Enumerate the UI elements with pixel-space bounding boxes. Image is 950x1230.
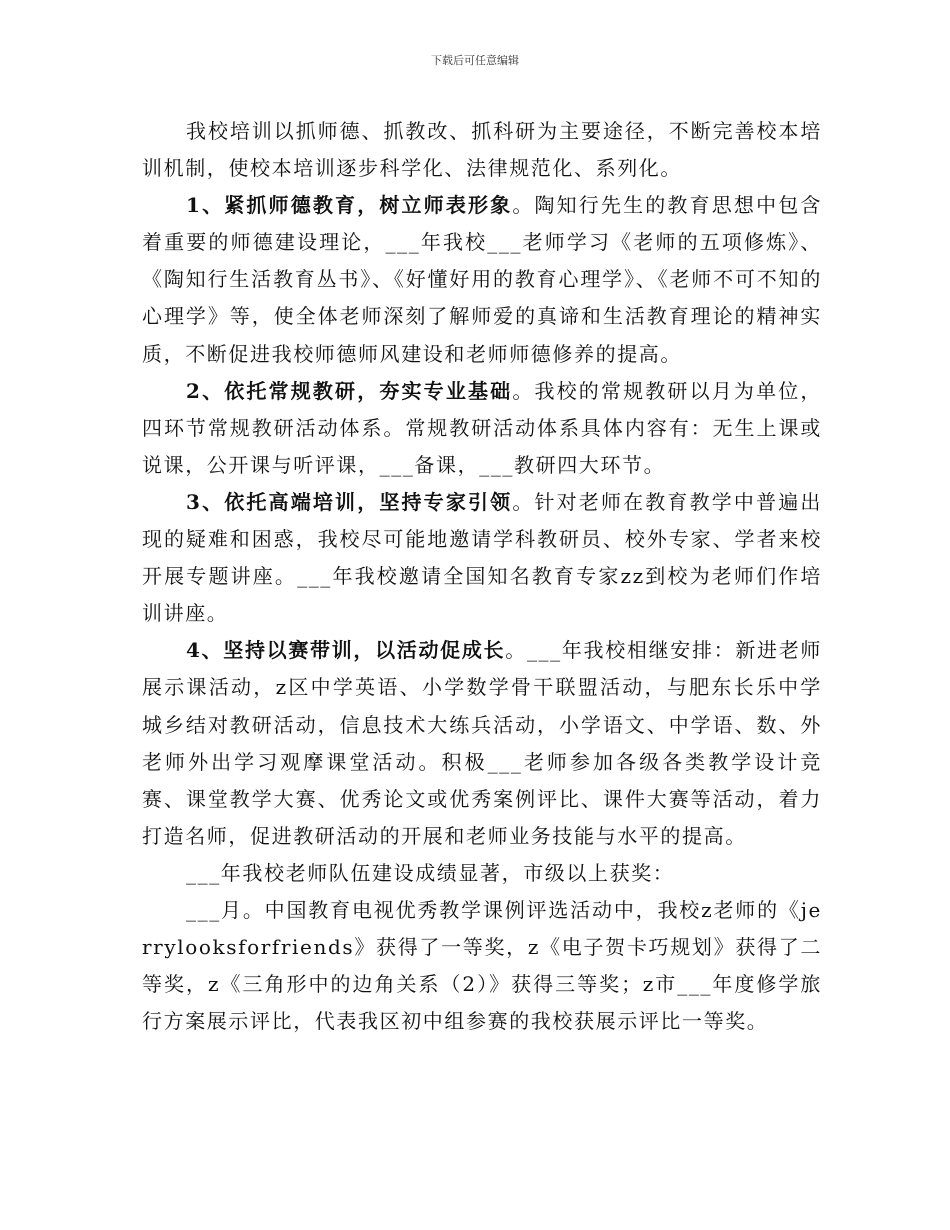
paragraph-awards bbox=[142, 892, 822, 1040]
section-heading: 4、坚持以赛带训，以活动促成长 bbox=[186, 638, 506, 663]
paragraph-section-4 bbox=[142, 632, 822, 855]
paragraph-text: ___年我校老师队伍建设成绩显著，市级以上获奖： bbox=[186, 860, 675, 885]
page-header: 下载后可任意编辑 bbox=[431, 54, 519, 67]
paragraph-section-2 bbox=[142, 373, 822, 484]
paragraph-text: ___月。中国教育电视优秀教学课例评选活动中，我校z老师的《jerrylooksforfriends》获得了一等奖，z《电子贺卡巧规划》获得了二等奖，z《三角形中的边角关系（2）》获得三等奖；z市___年度修学旅行方案展示评比，代表我区初中组参赛的我校获展示评比一等奖。 bbox=[142, 897, 822, 1034]
paragraph-text: 。我校的常规教研以月为单位，四环节常规教研活动体系。常规教研活动体系具体内容有：无生上课或说课，公开课与听评课，___备课，___教研四大环节。 bbox=[142, 378, 822, 477]
paragraph-text: 。___年我校相继安排：新进老师展示课活动，z区中学英语、小学数学骨干联盟活动，与肥东长乐中学城乡结对教研活动，信息技术大练兵活动，小学语文、中学语、数、外老师外出学习观摩课堂活动。积极___老师参加各级各类教学设计竞赛、课堂教学大赛、优秀论文或优秀案例评比、课件大赛等活动，着力打造名师，促进教研活动的开展和老师业务技能与水平的提高。 bbox=[142, 638, 822, 848]
paragraph-section-3 bbox=[142, 484, 822, 632]
section-heading: 3、依托高端培训，坚持专家引领 bbox=[186, 489, 513, 514]
paragraph-intro bbox=[142, 113, 822, 187]
paragraph-text: 。陶知行先生的教育思想中包含着重要的师德建设理论，___年我校___老师学习《老师的五项修炼》、《陶知行生活教育丛书》、《好懂好用的教育心理学》、《老师不可不知的心理学》等，使全体老师深刻了解师爱的真谛和生活教育理论的精神实质，不断促进我校师德师风建设和老师师德修养的提高。 bbox=[142, 193, 822, 366]
section-heading: 2、依托常规教研，夯实专业基础 bbox=[186, 378, 513, 403]
paragraph-text: 我校培训以抓师德、抓教改、抓科研为主要途径，不断完善校本培训机制，使校本培训逐步科学化、法律规范化、系列化。 bbox=[142, 119, 822, 181]
paragraph-section-1 bbox=[142, 187, 822, 372]
section-heading: 1、紧抓师德教育，树立师表形象 bbox=[186, 193, 513, 218]
paragraph-achievements bbox=[142, 855, 822, 892]
document-body bbox=[142, 113, 822, 1040]
paragraph-text: 。针对老师在教育教学中普遍出现的疑难和困惑，我校尽可能地邀请学科教研员、校外专家、学者来校开展专题讲座。___年我校邀请全国知名教育专家zz到校为老师们作培训讲座。 bbox=[142, 489, 822, 626]
